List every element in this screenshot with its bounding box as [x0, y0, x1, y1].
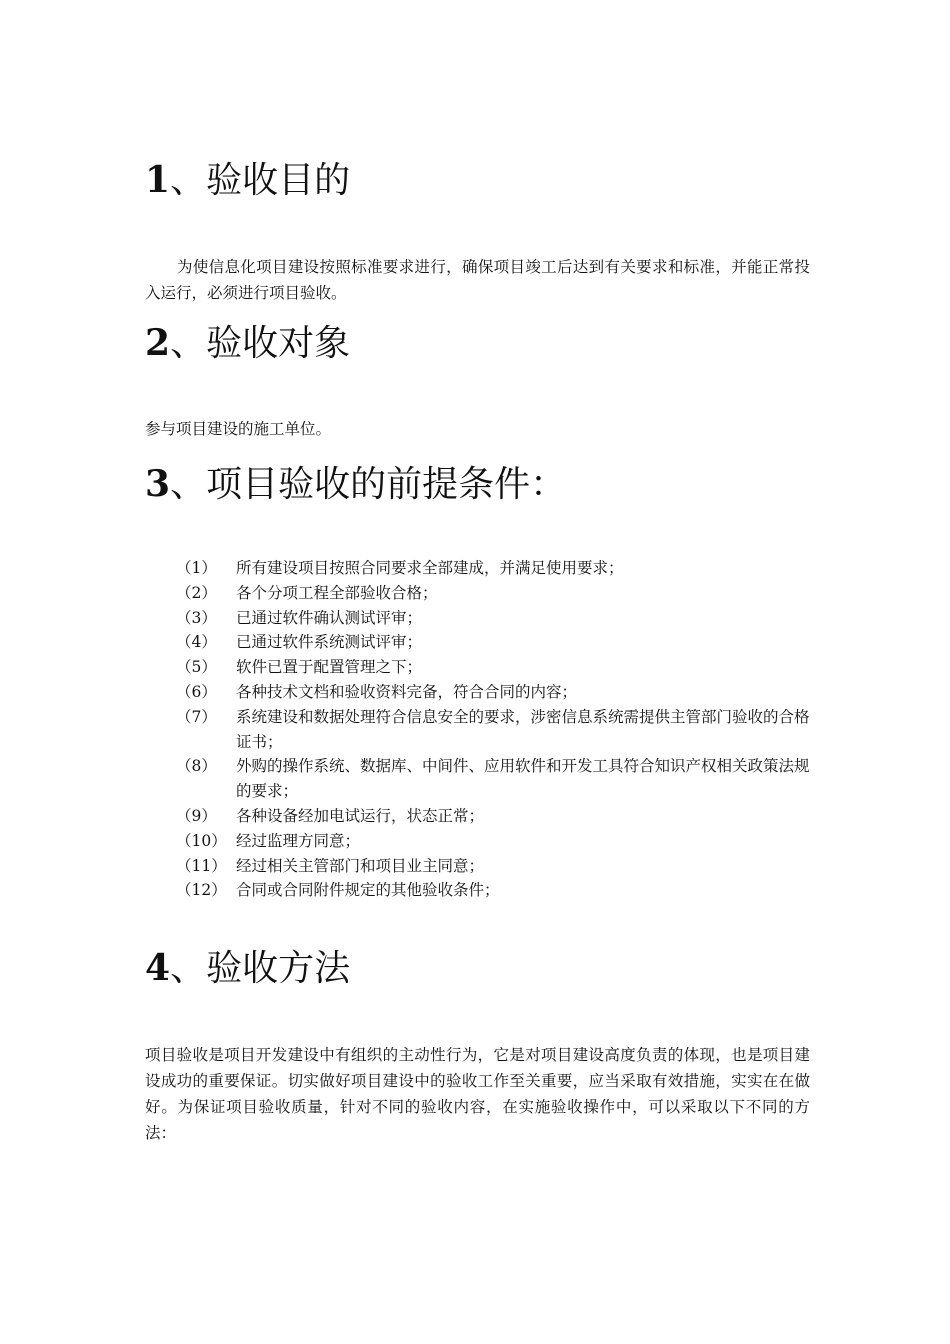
- list-item-index: （3）: [176, 608, 217, 627]
- section-title: 、验收目的: [170, 160, 351, 201]
- list-item-text: 所有建设项目按照合同要求全部建成，并满足使用要求；: [236, 559, 624, 577]
- section-heading-3: [145, 462, 566, 507]
- list-item-text: 各种设备经加电试运行，状态正常；: [236, 806, 485, 825]
- list-item-text: 已通过软件确认测试评审；: [236, 608, 423, 627]
- list-item-index: （1）: [176, 559, 217, 577]
- list-item-index: （10）: [176, 831, 227, 850]
- list-item-text: 经过相关主管部门和项目业主同意；: [236, 856, 485, 875]
- section-number: 2: [145, 322, 171, 364]
- list-item-text: 软件已置于配置管理之下；: [236, 658, 423, 677]
- section-heading-4: [145, 946, 350, 991]
- list-item: [176, 854, 810, 879]
- section-number: 1: [145, 159, 171, 201]
- list-item: [176, 581, 810, 606]
- list-item: [176, 878, 810, 903]
- list-item: [176, 829, 810, 854]
- list-item-text: 各个分项工程全部验收合格；: [236, 583, 438, 602]
- list-item-text: 外购的操作系统、数据库、中间件、应用软件和开发工具符合知识产权相关政策法规的要求；: [236, 757, 810, 801]
- section-number: 4: [145, 947, 171, 989]
- section-title: 、项目验收的前提条件：: [170, 464, 567, 505]
- list-item: [176, 606, 810, 631]
- list-item-index: （6）: [176, 682, 217, 701]
- list-item: [176, 680, 810, 705]
- section-heading-1: [145, 158, 350, 203]
- list-item-text: 合同或合同附件规定的其他验收条件；: [236, 881, 500, 900]
- list-item: [176, 556, 810, 581]
- list-item: [176, 804, 810, 829]
- list-item-index: （9）: [176, 806, 217, 825]
- list-item: [176, 705, 810, 755]
- section-1-paragraph: 为使信息化项目建设按照标准要求进行，确保项目竣工后达到有关要求和标准，并能正常投入运行，必须进行项目验收。: [145, 258, 810, 302]
- list-item-index: （7）: [176, 707, 217, 726]
- list-item-index: （4）: [176, 633, 217, 652]
- list-item-text: 各种技术文档和验收资料完备，符合合同的内容；: [236, 682, 578, 701]
- section-4-paragraph: 项目验收是项目开发建设中有组织的主动性行为，它是对项目建设高度负责的体现，也是项目建设成功的重要保证。切实做好项目建设中的验收工作至关重要，应当采取有效措施，实实在在做好。为保证项目验收质量，针对不同的验收内容，在实施验收操作中，可以采取以下不同的方法：: [145, 1046, 810, 1142]
- list-item-text: 已通过软件系统测试评审；: [236, 633, 423, 652]
- list-item: [176, 655, 810, 680]
- section-title: 、验收对象: [170, 323, 351, 364]
- section-2-paragraph: 参与项目建设的施工单位。: [145, 420, 332, 438]
- list-item-index: （8）: [176, 757, 217, 776]
- section-heading-2: [145, 321, 350, 366]
- section-title: 、验收方法: [170, 948, 351, 989]
- list-item-text: 系统建设和数据处理符合信息安全的要求，涉密信息系统需提供主管部门验收的合格证书；: [236, 707, 810, 751]
- list-item-index: （11）: [176, 856, 227, 875]
- list-item: [176, 754, 810, 804]
- list-item-index: （12）: [176, 881, 227, 900]
- list-item-index: （5）: [176, 658, 217, 677]
- list-item: [176, 630, 810, 655]
- conditions-list: [176, 556, 810, 903]
- list-item-text: 经过监理方同意；: [236, 831, 361, 850]
- section-number: 3: [145, 463, 171, 505]
- list-item-index: （2）: [176, 583, 217, 602]
